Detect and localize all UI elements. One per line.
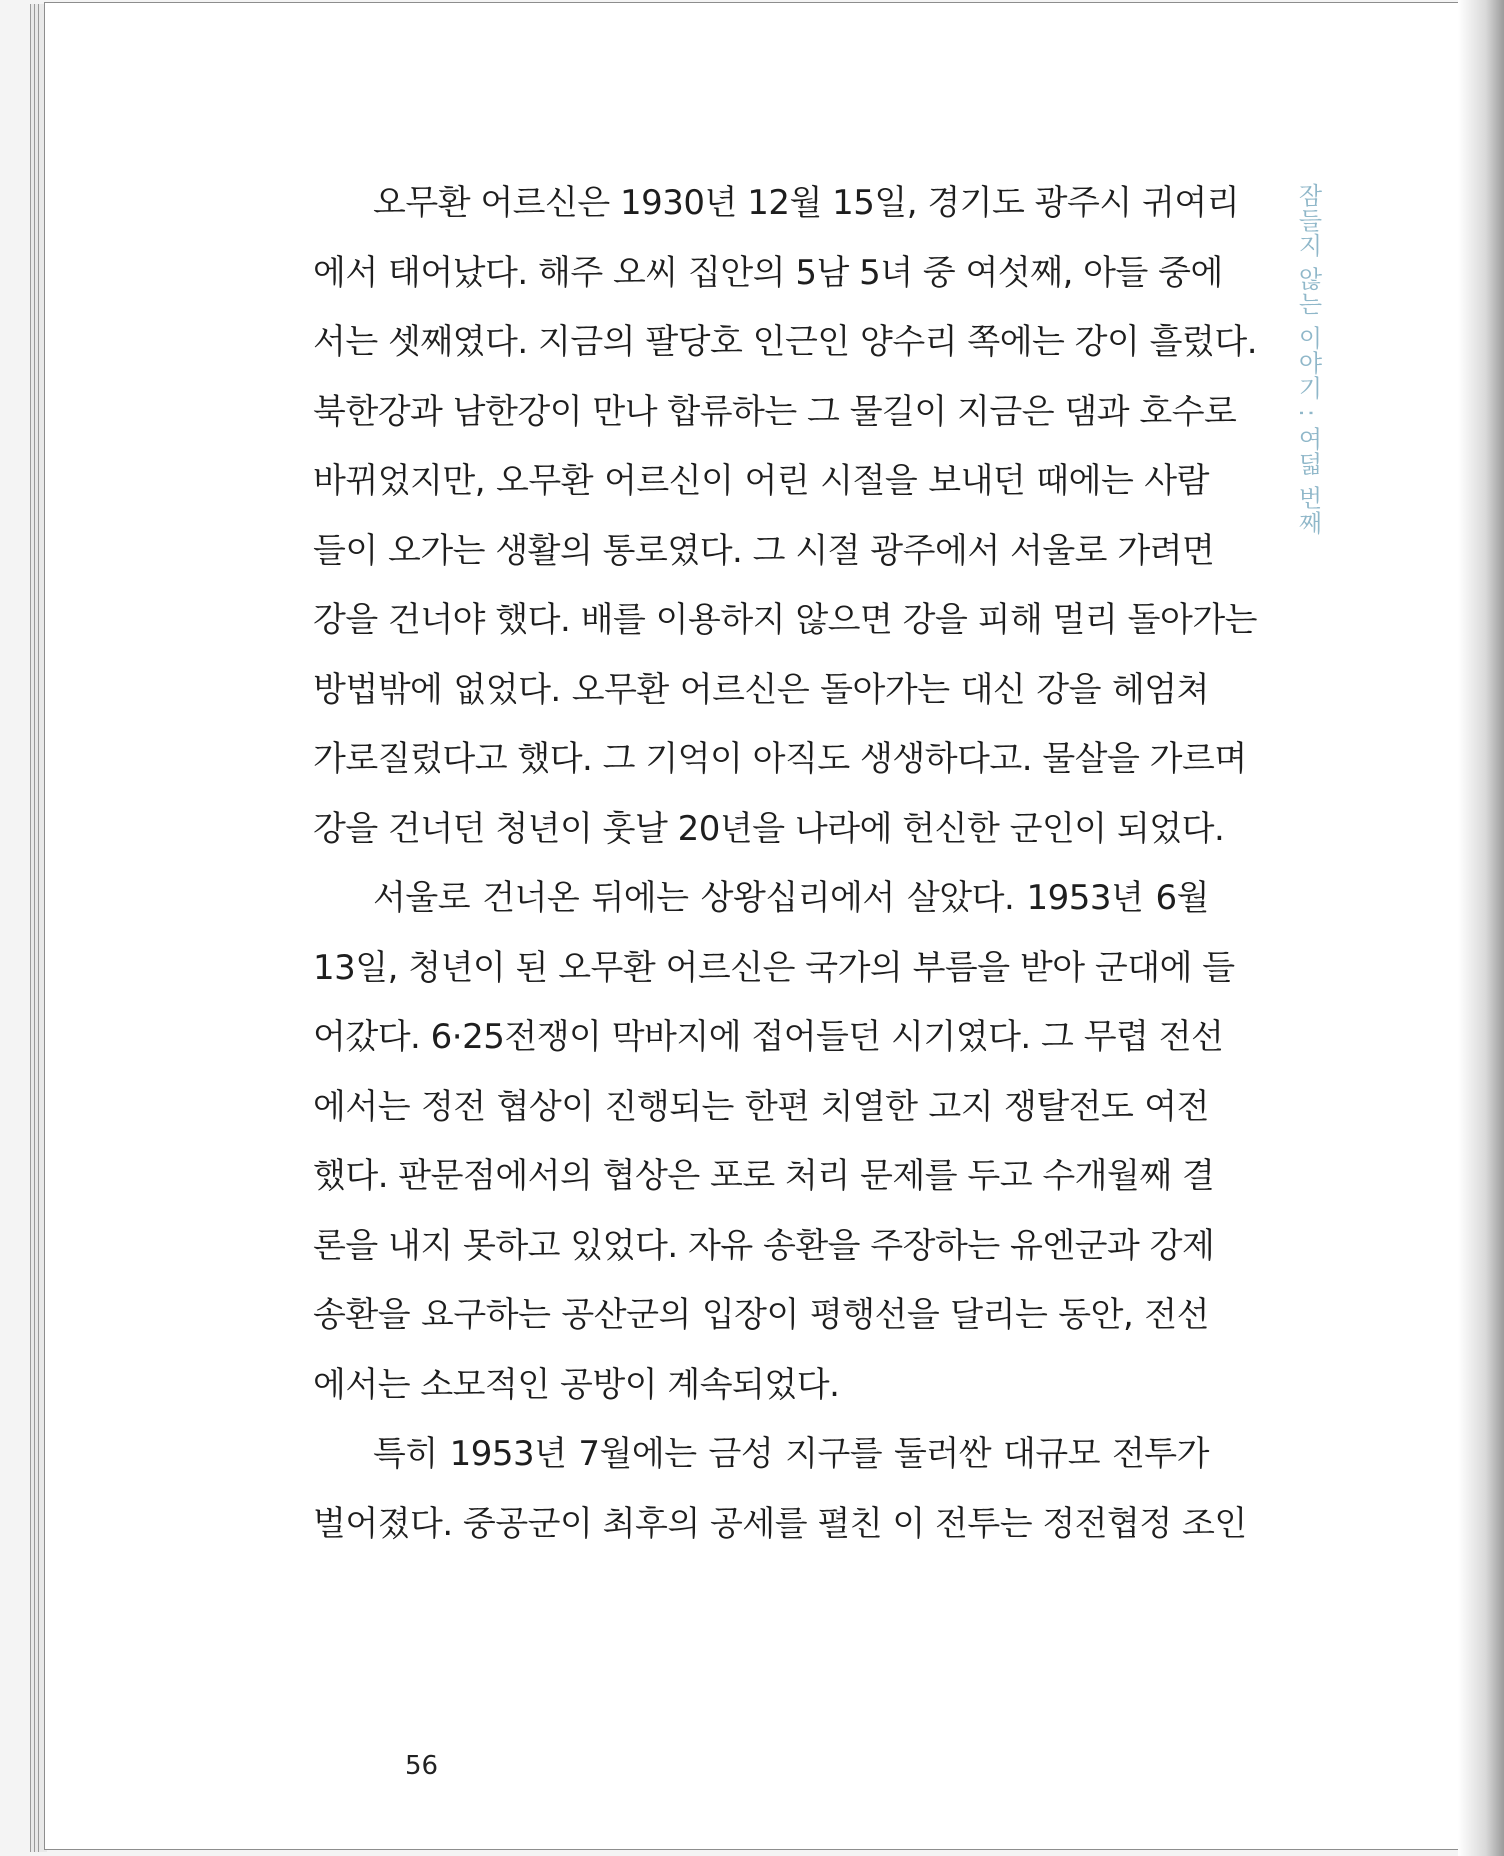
- text-line: 벌어졌다. 중공군이 최후의 공세를 펼친 이 전투는 정전협정 조인: [313, 1503, 1247, 1544]
- text-line: 바뀌었지만, 오무환 어르신이 어린 시절을 보내던 때에는 사람: [313, 461, 1209, 501]
- text-line: 북한강과 남한강이 만나 합류하는 그 물길이 지금은 댐과 호수로: [313, 391, 1237, 432]
- running-head: 잠들지 않는 이야기 : 여덟 번째: [1294, 183, 1322, 536]
- text-line: 들이 오가는 생활의 통로였다. 그 시절 광주에서 서울로 가려면: [313, 530, 1215, 571]
- text-line: 특히 1953년 7월에는 금성 지구를 둘러싼 대규모 전투가: [373, 1434, 1209, 1474]
- text-line: 했다. 판문점에서의 협상은 포로 처리 문제를 두고 수개월째 결: [313, 1156, 1215, 1196]
- page-shadow: [1458, 0, 1504, 1856]
- text-line: 에서는 정전 협상이 진행되는 한편 치열한 고지 쟁탈전도 여전: [313, 1086, 1209, 1127]
- text-line: 강을 건너던 청년이 훗날 20년을 나라에 헌신한 군인이 되었다.: [313, 808, 1225, 849]
- text-line: 서울로 건너온 뒤에는 상왕십리에서 살았다. 1953년 6월: [373, 878, 1209, 918]
- text-line: 강을 건너야 했다. 배를 이용하지 않으면 강을 피해 멀리 돌아가는: [313, 600, 1258, 640]
- text-line: 오무환 어르신은 1930년 12월 15일, 경기도 광주시 귀여리: [373, 183, 1240, 223]
- text-line: 에서 태어났다. 해주 오씨 집안의 5남 5녀 중 여섯째, 아들 중에: [313, 252, 1223, 293]
- text-line: 어갔다. 6·25전쟁이 막바지에 접어들던 시기였다. 그 무렵 전선: [313, 1017, 1224, 1057]
- text-line: 에서는 소모적인 공방이 계속되었다.: [313, 1364, 840, 1405]
- text-line: 방법밖에 없었다. 오무환 어르신은 돌아가는 대신 강을 헤엄쳐: [313, 669, 1209, 710]
- text-line: 론을 내지 못하고 있었다. 자유 송환을 주장하는 유엔군과 강제: [313, 1225, 1215, 1266]
- text-line: 13일, 청년이 된 오무환 어르신은 국가의 부름을 받아 군대에 들: [313, 947, 1235, 988]
- text-line: 서는 셋째였다. 지금의 팔당호 인근인 양수리 쪽에는 강이 흘렀다.: [313, 322, 1258, 362]
- book-page: [44, 2, 1484, 1850]
- text-line: 송환을 요구하는 공산군의 입장이 평행선을 달리는 동안, 전선: [313, 1295, 1209, 1335]
- body-text: [313, 169, 1258, 1559]
- text-line: 가로질렀다고 했다. 그 기억이 아직도 생생하다고. 물살을 가르며: [313, 739, 1247, 779]
- page-number: 56: [405, 1751, 439, 1781]
